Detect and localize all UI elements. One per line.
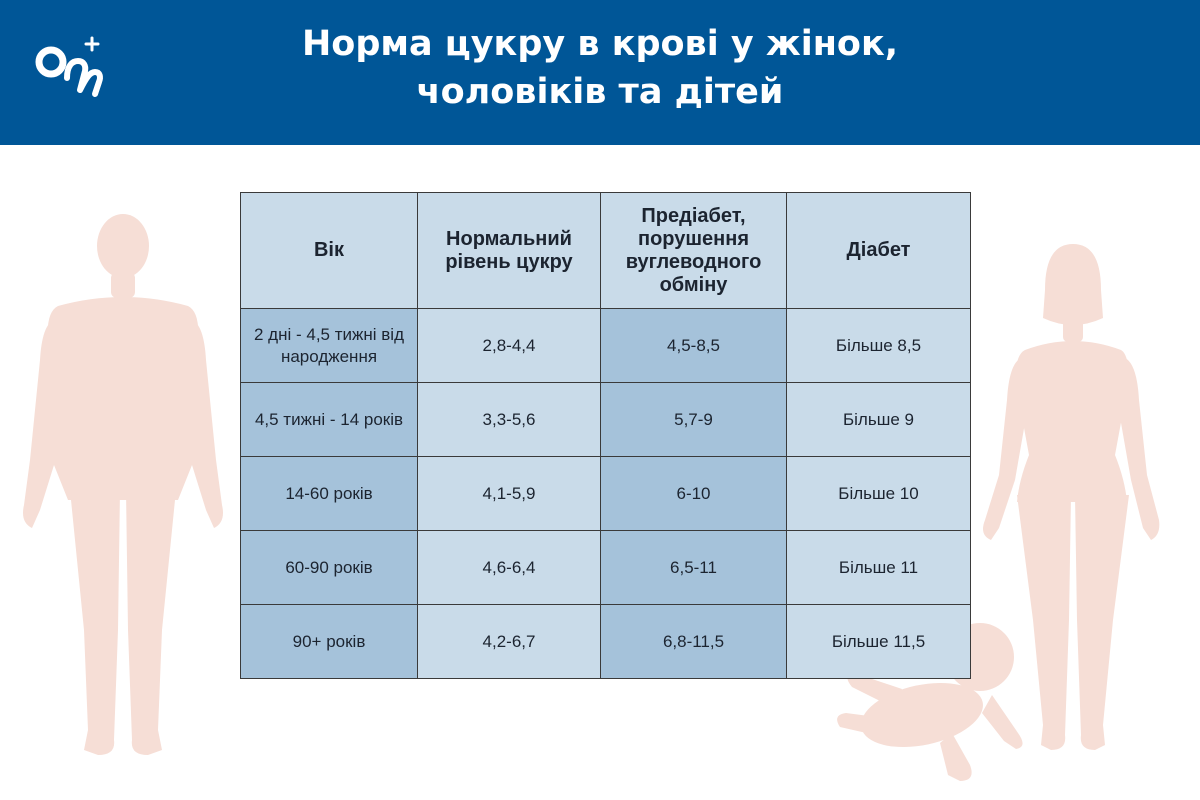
cell-normal: 4,1-5,9	[418, 457, 601, 531]
cell-prediabetes: 5,7-9	[601, 383, 787, 457]
table-header-row	[241, 193, 971, 309]
column-header-diabetes: Діабет	[787, 193, 971, 309]
table-row	[241, 457, 971, 531]
title-line-1: Норма цукру в крові у жінок,	[302, 24, 898, 64]
page-title	[0, 20, 1200, 116]
cell-age: 60-90 років	[241, 531, 418, 605]
cell-normal: 2,8-4,4	[418, 309, 601, 383]
cell-prediabetes: 4,5-8,5	[601, 309, 787, 383]
column-header-age: Вік	[241, 193, 418, 309]
cell-normal: 4,6-6,4	[418, 531, 601, 605]
cell-prediabetes: 6-10	[601, 457, 787, 531]
column-header-normal: Нормальний рівень цукру	[418, 193, 601, 309]
cell-diabetes: Більше 11,5	[787, 605, 971, 679]
cell-age: 14-60 років	[241, 457, 418, 531]
column-header-prediabetes: Предіабет, порушення вуглеводного обміну	[601, 193, 787, 309]
cell-diabetes: Більше 10	[787, 457, 971, 531]
cell-age: 90+ років	[241, 605, 418, 679]
table-row	[241, 605, 971, 679]
title-line-2: чоловіків та дітей	[416, 72, 784, 112]
table-row	[241, 383, 971, 457]
cell-age: 4,5 тижні - 14 років	[241, 383, 418, 457]
man-silhouette	[18, 210, 228, 770]
cell-prediabetes: 6,5-11	[601, 531, 787, 605]
blood-sugar-table	[240, 192, 971, 679]
cell-diabetes: Більше 8,5	[787, 309, 971, 383]
cell-normal: 3,3-5,6	[418, 383, 601, 457]
cell-age: 2 дні - 4,5 тижні від народження	[241, 309, 418, 383]
table-row	[241, 531, 971, 605]
table-row	[241, 309, 971, 383]
cell-diabetes: Більше 11	[787, 531, 971, 605]
cell-prediabetes: 6,8-11,5	[601, 605, 787, 679]
header-banner	[0, 0, 1200, 145]
cell-diabetes: Більше 9	[787, 383, 971, 457]
cell-normal: 4,2-6,7	[418, 605, 601, 679]
